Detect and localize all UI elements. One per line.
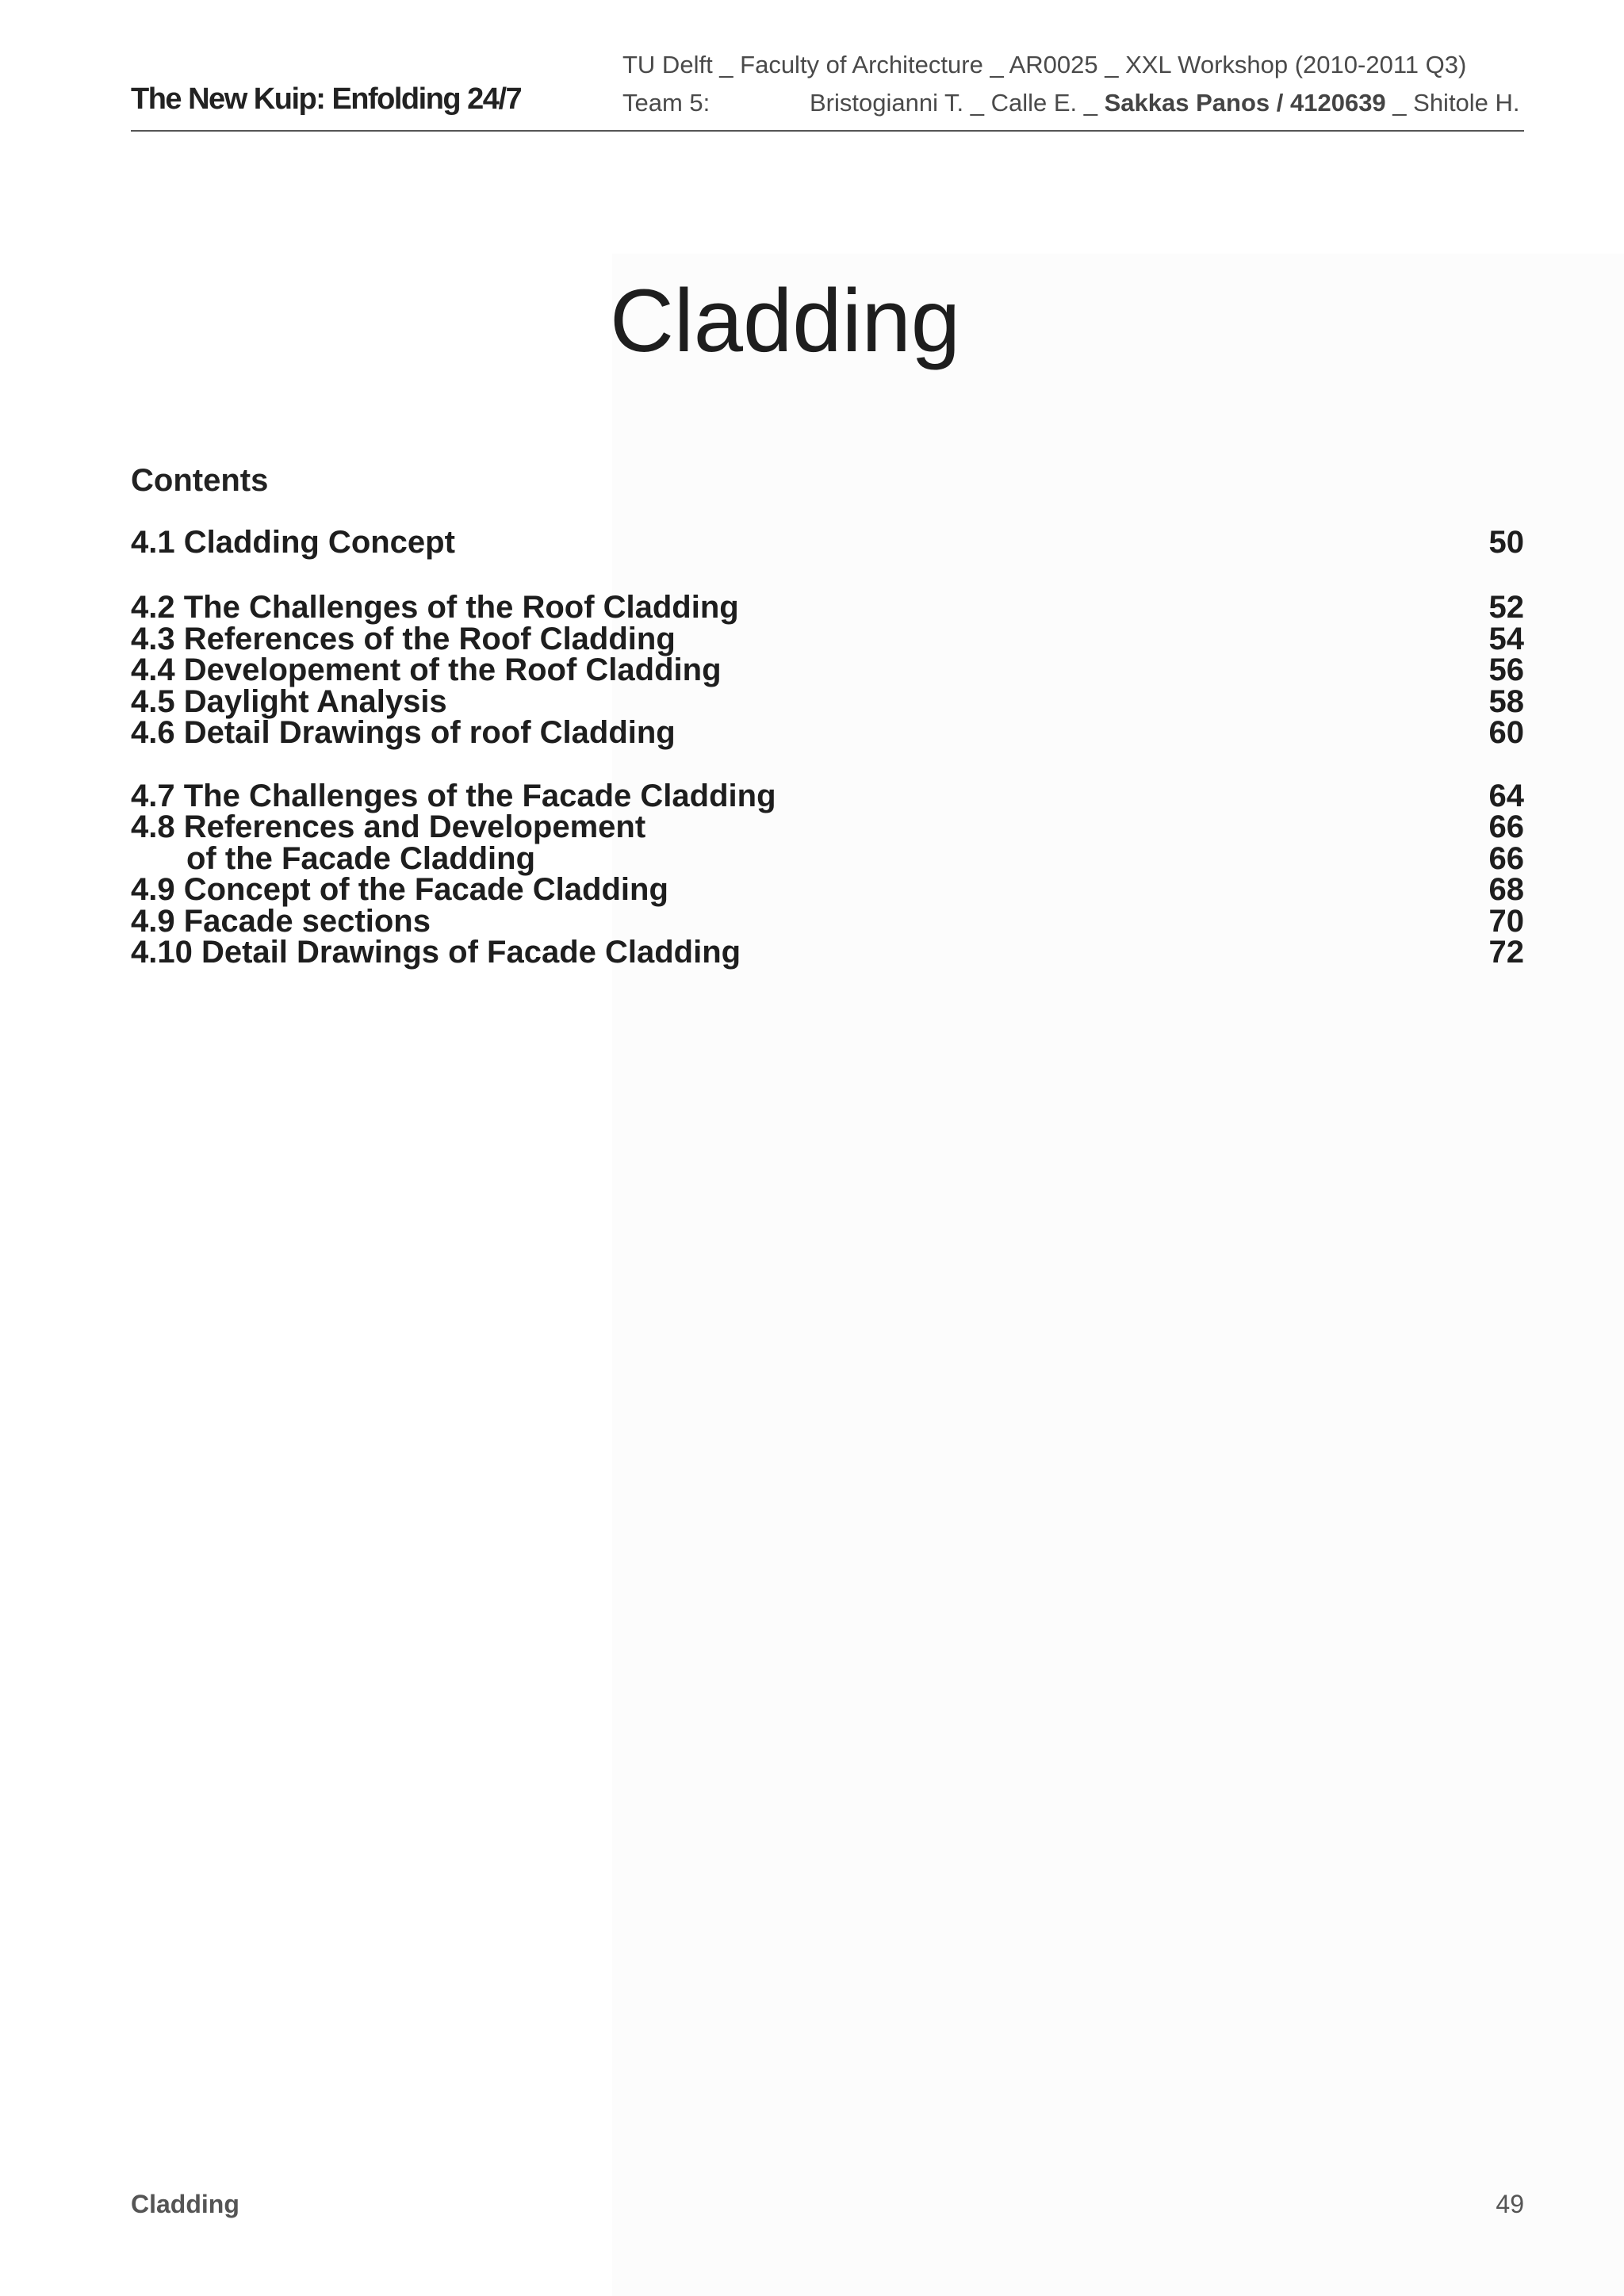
header-divider [131,130,1524,132]
toc-entry-page: 70 [1488,903,1524,939]
toc-entry-page: 66 [1488,840,1524,876]
toc-entry-title: 4.1 Cladding Concept [131,525,455,560]
toc-entry[interactable] [131,683,1524,719]
toc-entry[interactable] [131,621,1524,656]
toc-entry[interactable] [131,809,1524,844]
toc-entry-title: 4.7 The Challenges of the Facade Cladding [131,778,776,813]
toc-entry[interactable] [131,525,1524,561]
footer-section-name: Cladding [131,2190,239,2218]
toc-group-intro [131,525,1524,561]
toc-entry-page: 72 [1488,935,1524,970]
toc-entry-title: 4.2 The Challenges of the Roof Cladding [131,590,739,625]
chapter-title: Cladding [609,271,961,370]
toc-entry-page: 64 [1488,778,1524,813]
toc-entry-page: 54 [1488,621,1524,656]
team-label: Team 5: [622,89,710,117]
toc-entry-page: 50 [1488,525,1524,560]
toc-entry-title: 4.5 Daylight Analysis [131,683,447,719]
table-of-contents [131,525,1524,1001]
toc-entry-page: 52 [1488,590,1524,625]
toc-entry[interactable] [131,652,1524,687]
toc-entry-title: 4.4 Developement of the Roof Cladding [131,652,722,687]
toc-entry[interactable] [131,903,1524,939]
footer-page-number: 49 [1496,2190,1524,2218]
toc-entry[interactable] [131,840,1524,876]
toc-group-facade [131,778,1524,970]
members-highlight: Sakkas Panos / 4120639 [1104,89,1386,117]
toc-entry-page: 56 [1488,652,1524,687]
toc-entry[interactable] [131,874,1524,906]
toc-entry-title: 4.9 Facade sections [131,903,431,939]
toc-entry[interactable] [131,592,1524,624]
toc-group-roof [131,592,1524,749]
contents-heading: Contents [131,463,269,498]
institution-line: TU Delft _ Faculty of Architecture _ AR0025 _ XXL Workshop (2010-2011 Q3) [622,51,1467,78]
toc-entry-title: of the Facade Cladding [186,840,536,876]
members-after: _ Shitole H. [1385,89,1520,117]
project-title: The New Kuip: Enfolding 24/7 [131,82,522,116]
toc-entry[interactable] [131,715,1524,750]
toc-entry-page: 68 [1488,872,1524,907]
toc-entry-title: 4.8 References and Developement [131,809,646,844]
toc-entry-page: 60 [1488,715,1524,750]
toc-entry-title: 4.9 Concept of the Facade Cladding [131,872,668,907]
toc-entry[interactable] [131,937,1524,969]
toc-entry-page: 66 [1488,809,1524,844]
toc-entry-page: 58 [1488,683,1524,719]
toc-entry-title: 4.10 Detail Drawings of Facade Cladding [131,935,741,970]
toc-entry-title: 4.3 References of the Roof Cladding [131,621,676,656]
toc-entry-title: 4.6 Detail Drawings of roof Cladding [131,715,676,750]
members-before: Bristogianni T. _ Calle E. _ [810,89,1105,117]
team-members [810,89,1520,117]
toc-entry[interactable] [131,778,1524,813]
